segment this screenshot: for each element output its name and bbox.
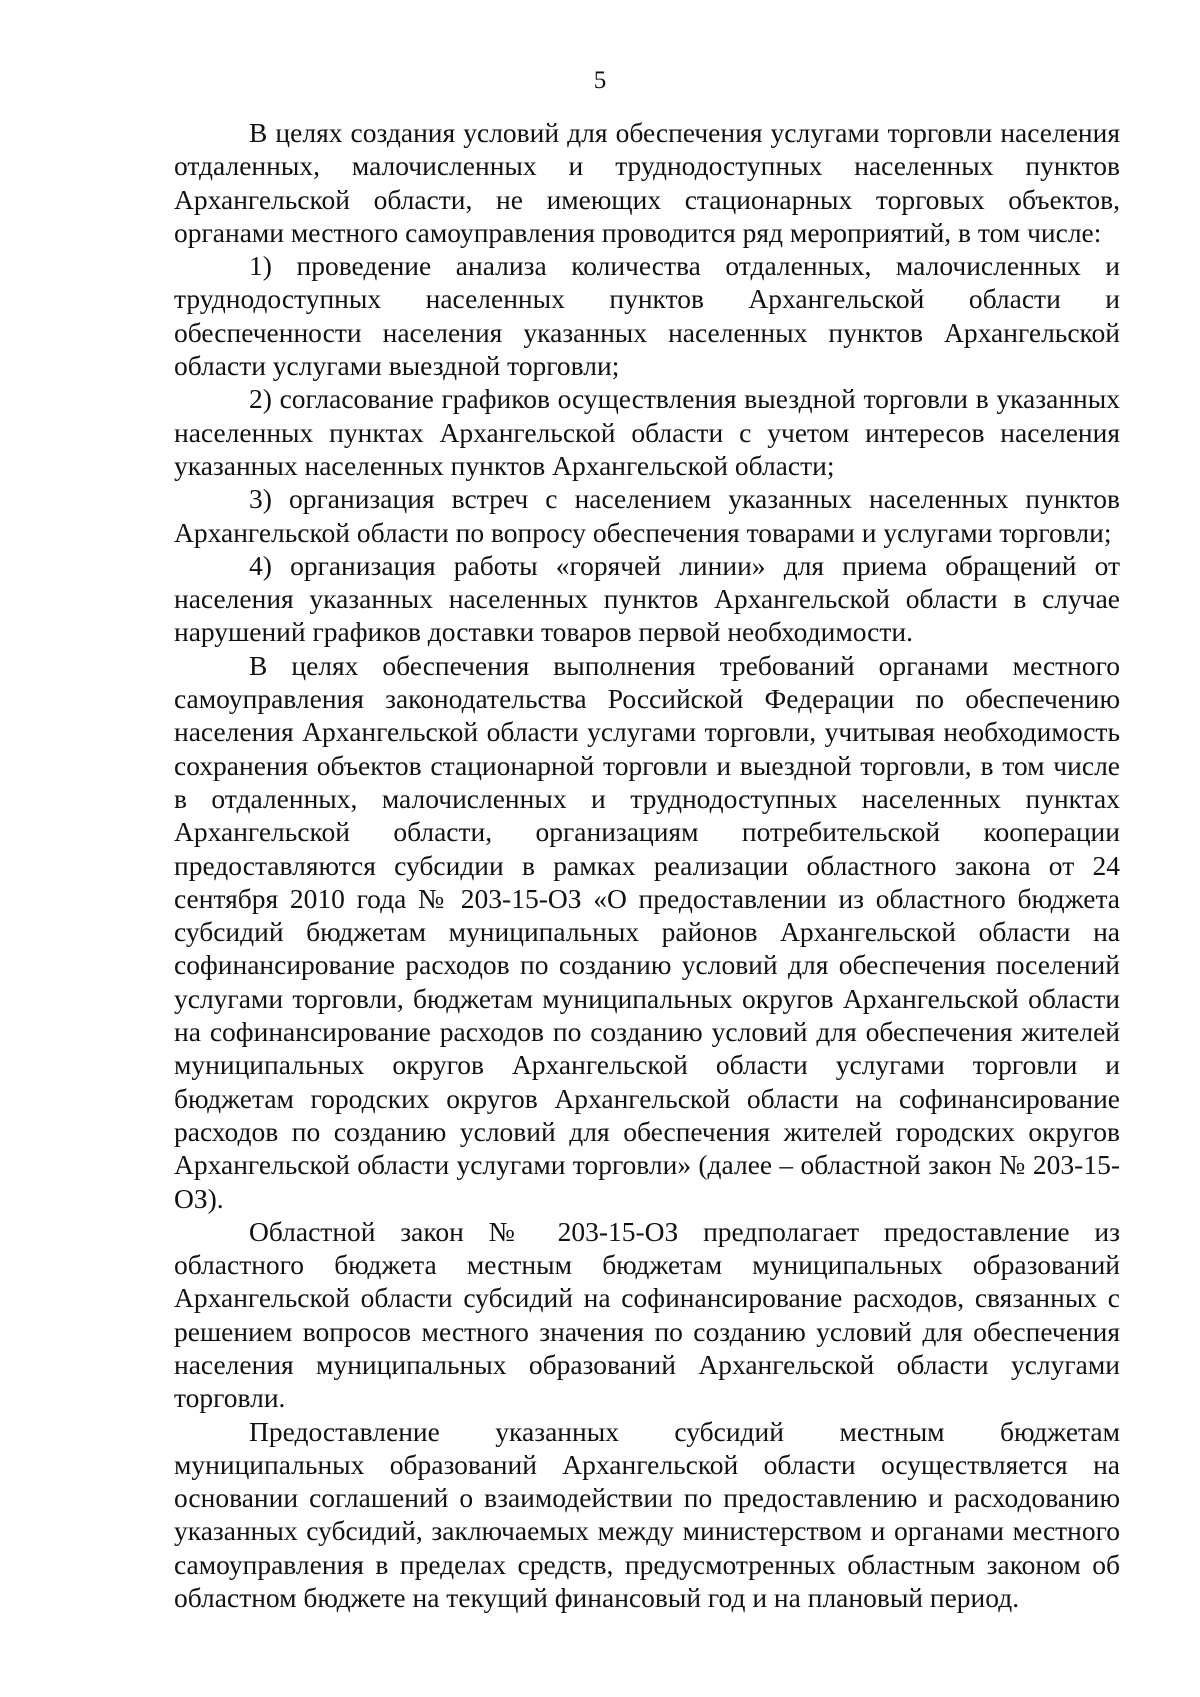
paragraph-regional-law: Областной закон № 203-15-ОЗ предполагает предоставление из областного бюджета местным бюджетам муниципальных образований Архангельской области субсидий на софинансирование расходов, связанных с решением вопросов местного значения по созданию условий для обеспечения населения муниципальных образований Архангельской области услугами торговли. (174, 1215, 1120, 1414)
list-item-4: 4) организация работы «горячей линии» для приема обращений от населения указанных населенных пунктов Архангельской области в случае нарушений графиков доставки товаров первой необходимости. (174, 549, 1120, 648)
list-item-3: 3) организация встреч с населением указанных населенных пунктов Архангельской области по вопросу обеспечения товарами и услугами торговли; (174, 483, 1120, 548)
paragraph-intro: В целях создания условий для обеспечения услугами торговли населения отдаленных, малочисленных и труднодоступных населенных пунктов Архангельской области, не имеющих стационарных торговых объектов, органами местного самоуправления проводится ряд мероприятий, в том числе: (174, 117, 1120, 248)
list-item-2: 2) согласование графиков осуществления выездной торговли в указанных населенных пунктах Архангельской области с учетом интересов населения указанных населенных пунктов Архангельской области; (174, 383, 1120, 481)
document-body (174, 116, 1120, 1614)
paragraph-agreements: Предоставление указанных субсидий местным бюджетам муниципальных образований Архангельской области осуществляется на основании соглашений о взаимодействии по предоставлению и расходованию указанных субсидий, заключаемых между министерством и органами местного самоуправления в пределах средств, предусмотренных областным законом об областном бюджете на текущий финансовый год и на плановый период. (174, 1415, 1120, 1614)
page-number: 5 (593, 67, 607, 94)
list-item-1: 1) проведение анализа количества отдаленных, малочисленных и труднодоступных населенных пунктов Архангельской области и обеспеченности населения указанных населенных пунктов Архангельской области услугами выездной торговли; (174, 250, 1120, 382)
paragraph-subsidies: В целях обеспечения выполнения требований органами местного самоуправления законодательства Российской Федерации по обеспечению населения Архангельской области услугами торговли, учитывая необходимость сохранения объектов стационарной торговли и выездной торговли, в том числе в отдаленных, малочисленных и труднодоступных населенных пунктах Архангельской области, организациям потребительской кооперации предоставляются субсидии в рамках реализации областного закона от 24 сентября 2010 года № 203-15-ОЗ «О предоставлении из областного бюджета субсидий бюджетам муниципальных районов Архангельской области на софинансирование расходов по созданию условий для обеспечения поселений услугами торговли, бюджетам муниципальных округов Архангельской области на софинансирование расходов по созданию условий для обеспечения жителей муниципальных округов Архангельской области услугами торговли и бюджетам городских округов Архангельской области на софинансирование расходов по созданию условий для обеспечения жителей городских округов Архангельской области услугами торговли» (далее – областной закон № 203-15-ОЗ). (174, 649, 1120, 1214)
